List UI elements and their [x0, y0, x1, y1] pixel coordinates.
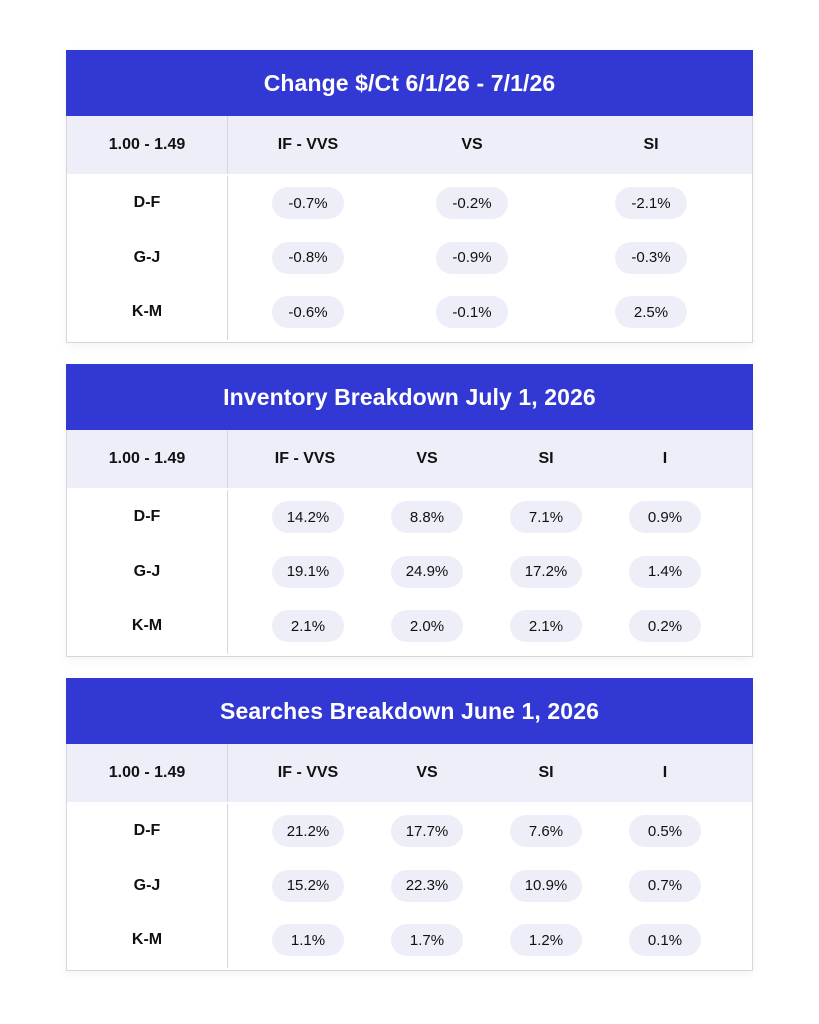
change-per-carat-table [66, 50, 753, 343]
table-row [67, 599, 752, 654]
table-row [67, 545, 752, 600]
value-pill: -0.9% [436, 242, 508, 274]
value-pill: 15.2% [272, 870, 344, 902]
value-pill: -2.1% [615, 187, 687, 219]
table-header-row [67, 116, 752, 174]
value-pill: 1.1% [272, 924, 344, 956]
table-row [67, 804, 752, 859]
column-header: I [662, 764, 668, 781]
value-pill: 2.5% [615, 296, 687, 328]
table-row [67, 490, 752, 545]
table-title: Inventory Breakdown July 1, 2026 [66, 364, 753, 430]
inventory-breakdown-table [66, 364, 753, 657]
value-pill: -0.6% [272, 296, 344, 328]
value-pill: 14.2% [272, 501, 344, 533]
table-row [67, 913, 752, 968]
column-header: I [662, 450, 668, 467]
color-grade-label: G-J [67, 545, 228, 600]
value-pill: 21.2% [272, 815, 344, 847]
value-pill: 1.7% [391, 924, 463, 956]
color-grade-label: D-F [67, 804, 228, 859]
color-grade-label: G-J [67, 231, 228, 286]
value-pill: -0.3% [615, 242, 687, 274]
value-pill: 7.1% [510, 501, 582, 533]
carat-range-label: 1.00 - 1.49 [67, 116, 228, 174]
table-row [67, 859, 752, 914]
value-pill: -0.1% [436, 296, 508, 328]
column-header: VS [416, 450, 438, 467]
value-pill: 2.1% [272, 610, 344, 642]
value-pill: 7.6% [510, 815, 582, 847]
value-pill: 2.1% [510, 610, 582, 642]
value-pill: 8.8% [391, 501, 463, 533]
table-row [67, 285, 752, 340]
carat-range-label: 1.00 - 1.49 [67, 430, 228, 488]
color-grade-label: K-M [67, 599, 228, 654]
value-pill: -0.2% [436, 187, 508, 219]
value-pill: -0.8% [272, 242, 344, 274]
color-grade-label: D-F [67, 176, 228, 231]
value-pill: 0.2% [629, 610, 701, 642]
column-header: VS [416, 764, 438, 781]
carat-range-label: 1.00 - 1.49 [67, 744, 228, 802]
color-grade-label: K-M [67, 285, 228, 340]
column-header: VS [461, 136, 483, 153]
value-pill: 10.9% [510, 870, 582, 902]
value-pill: 0.1% [629, 924, 701, 956]
value-pill: 17.7% [391, 815, 463, 847]
column-header: IF - VVS [277, 764, 339, 781]
column-header: SI [538, 764, 554, 781]
table-title: Searches Breakdown June 1, 2026 [66, 678, 753, 744]
value-pill: 17.2% [510, 556, 582, 588]
value-pill: 0.9% [629, 501, 701, 533]
value-pill: 19.1% [272, 556, 344, 588]
color-grade-label: K-M [67, 913, 228, 968]
value-pill: 24.9% [391, 556, 463, 588]
value-pill: 1.4% [629, 556, 701, 588]
value-pill: 0.7% [629, 870, 701, 902]
table-row [67, 176, 752, 231]
table-header-row [67, 744, 752, 802]
value-pill: 1.2% [510, 924, 582, 956]
value-pill: 2.0% [391, 610, 463, 642]
value-pill: -0.7% [272, 187, 344, 219]
table-row [67, 231, 752, 286]
column-header: SI [538, 450, 554, 467]
searches-breakdown-table [66, 678, 753, 971]
column-header: IF - VVS [277, 136, 339, 153]
color-grade-label: G-J [67, 859, 228, 914]
column-header: SI [643, 136, 659, 153]
color-grade-label: D-F [67, 490, 228, 545]
value-pill: 22.3% [391, 870, 463, 902]
value-pill: 0.5% [629, 815, 701, 847]
table-title: Change $/Ct 6/1/26 - 7/1/26 [66, 50, 753, 116]
column-header: IF - VVS [274, 450, 336, 467]
table-header-row [67, 430, 752, 488]
